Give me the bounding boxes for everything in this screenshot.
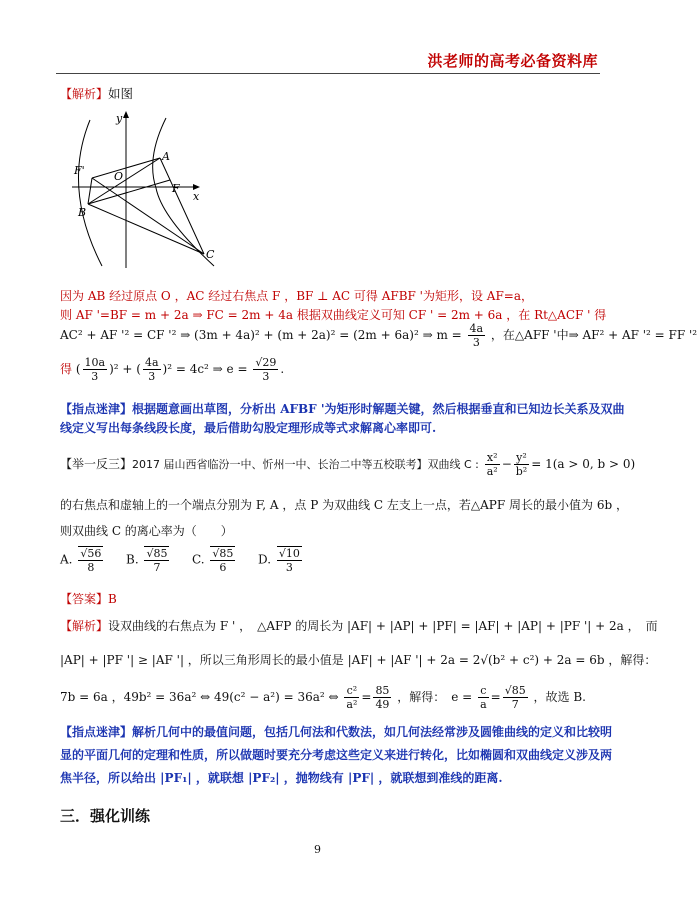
analysis1-text: 如图 bbox=[108, 86, 134, 101]
y-axis-arrow bbox=[123, 111, 129, 118]
page-number: 9 bbox=[314, 843, 321, 856]
tip2-line3: 焦半径，所以给出 |PF₁| ，就联想 |PF₂| ，抛物线有 |PF| ，就联想到准线的距离. bbox=[60, 771, 503, 785]
label-fp: F' bbox=[74, 164, 85, 177]
solution-line3a: AC² + AF '² = CF '² ⇒ (3m + 4a)² + (m + 2a)² = (2m + 6a)² ⇒ m = bbox=[60, 328, 462, 342]
analysis1 bbox=[60, 83, 133, 102]
header-title: 洪老师的高考必备资料库 bbox=[427, 52, 598, 70]
solution-line3b: ，在△AFF '中⇒ AF² + AF '² = FF '² bbox=[490, 328, 697, 342]
answer: 【答案】B bbox=[60, 592, 117, 606]
analysis2-line3: 7b = 6a ，49b² = 36a² ⇔ 49(c² − a²) = 36a² ⇔ $\frac{\text{c²}}{\text{a²}}$ = $\frac{85}{49}$ ，解得： e = $\frac{c}{a}$ = $\frac{√85}{7}$ ，故选 B. bbox=[60, 684, 586, 711]
problem-tag: 【举一反三】 bbox=[60, 457, 133, 471]
option-a: A. $\frac{√56}{8}$ bbox=[60, 547, 102, 574]
option-c: C. $\frac{√85}{6}$ bbox=[192, 547, 234, 574]
tip2-line1: 【指点迷津】解析几何中的最值问题，包括几何法和代数法，如几何法经常涉及圆锥曲线的定义和比较明 bbox=[60, 725, 613, 739]
fraction-4a-3: $\frac{4a}{3}$ bbox=[469, 322, 484, 349]
solution-line3 bbox=[60, 322, 697, 349]
solution-line4: 得 ( $\frac{10a}{3}$ )² + ( $\frac{4a}{3}$ )² = 4c² ⇒ e = $\frac{√29}{3}$ . bbox=[60, 356, 285, 383]
segment-fpc bbox=[92, 178, 204, 254]
problem-line3: 则双曲线 C 的离心率为（ ） bbox=[60, 524, 233, 538]
fraction-x2-a2: $\frac{\text{x²}}{\text{a²}}$ bbox=[486, 451, 498, 478]
solution-line2: 则 AF '=BF = m + 2a ⇒ FC = 2m + 4a 根据双曲线定义可知 CF ' = 2m + 6a ，在 Rt△ACF ' 得 bbox=[60, 308, 607, 322]
solution-line4a: 得 bbox=[60, 362, 73, 376]
problem-source: 2017 届山西省临汾一中、忻州一中、长治二中等五校联考】双曲线 C : bbox=[132, 458, 479, 471]
left-branch bbox=[78, 120, 102, 266]
solution-line4c: = 4c² ⇒ e = bbox=[175, 362, 248, 376]
option-b: B. $\frac{√85}{7}$ bbox=[126, 547, 168, 574]
option-d: D. $\frac{√10}{3}$ bbox=[258, 547, 300, 574]
right-branch bbox=[153, 118, 214, 266]
problem-line1: 【举一反三】2017 届山西省临汾一中、忻州一中、长治二中等五校联考】双曲线 C : $\frac{\text{x²}}{\text{a²}}$ − $\frac{\text{y²}}{\text{b²}}$ = 1(a > 0, b > 0) bbox=[60, 451, 636, 478]
fraction-4a-3b: $\frac{4a}{3}$ bbox=[144, 356, 159, 383]
fraction-sqrt29-3: $\frac{√29}{3}$ bbox=[255, 356, 277, 383]
solution-line1: 因为 AB 经过原点 O ，AC 经过右焦点 F ，BF ⊥ AC 可得 AFBF '为矩形，设 AF=a， bbox=[60, 289, 533, 303]
fraction-10a-3: $\frac{10a}{3}$ bbox=[84, 356, 106, 383]
hyperbola-figure bbox=[68, 108, 218, 270]
tip1-line2: 线定义写出每条线段长度，最后借助勾股定理形成等式求解离心率即可. bbox=[60, 421, 437, 435]
analysis2-line1: 【解析】设双曲线的右焦点为 F ' ， △AFP 的周长为 |AF| + |AP| + |PF| = |AF| + |AP| + |PF '| + 2a ， 而 bbox=[60, 619, 658, 633]
tip2-line2: 显的平面几何的定理和性质，所以做题时要充分考虑这些定义来进行转化，比如椭圆和双曲线定义涉及两 bbox=[60, 748, 613, 762]
problem-line2: 的右焦点和虚轴上的一个端点分别为 F, A ，点 P 为双曲线 C 左支上一点，若△APF 周长的最小值为 6b ， bbox=[60, 498, 628, 512]
segment-ab bbox=[88, 158, 160, 204]
section-title: 三．强化训练 bbox=[60, 807, 151, 825]
label-o: O bbox=[114, 170, 124, 183]
fraction-y2-b2: $\frac{\text{y²}}{\text{b²}}$ bbox=[515, 451, 528, 478]
header-rule bbox=[56, 73, 600, 74]
label-f: F bbox=[172, 182, 180, 195]
analysis2-line2: |AP| + |PF '| ≥ |AF '| ，所以三角形周长的最小值是 |AF| + |AF '| + 2a = 2√(b² + c²) + 2a = 6b ，解得： bbox=[60, 653, 657, 667]
label-a: A bbox=[162, 150, 170, 163]
segment-fpb bbox=[88, 178, 92, 204]
segment-bc bbox=[88, 204, 204, 254]
label-b: B bbox=[78, 206, 87, 219]
tip1-line1: 【指点迷津】根据题意画出草图，分析出 AFBF '为矩形时解题关键，然后根据垂直和已知边长关系及双曲 bbox=[60, 402, 625, 416]
analysis1-tag: 【解析】 bbox=[60, 87, 109, 101]
label-y: y bbox=[116, 112, 123, 125]
label-c: C bbox=[206, 248, 215, 261]
label-x: x bbox=[193, 190, 200, 203]
